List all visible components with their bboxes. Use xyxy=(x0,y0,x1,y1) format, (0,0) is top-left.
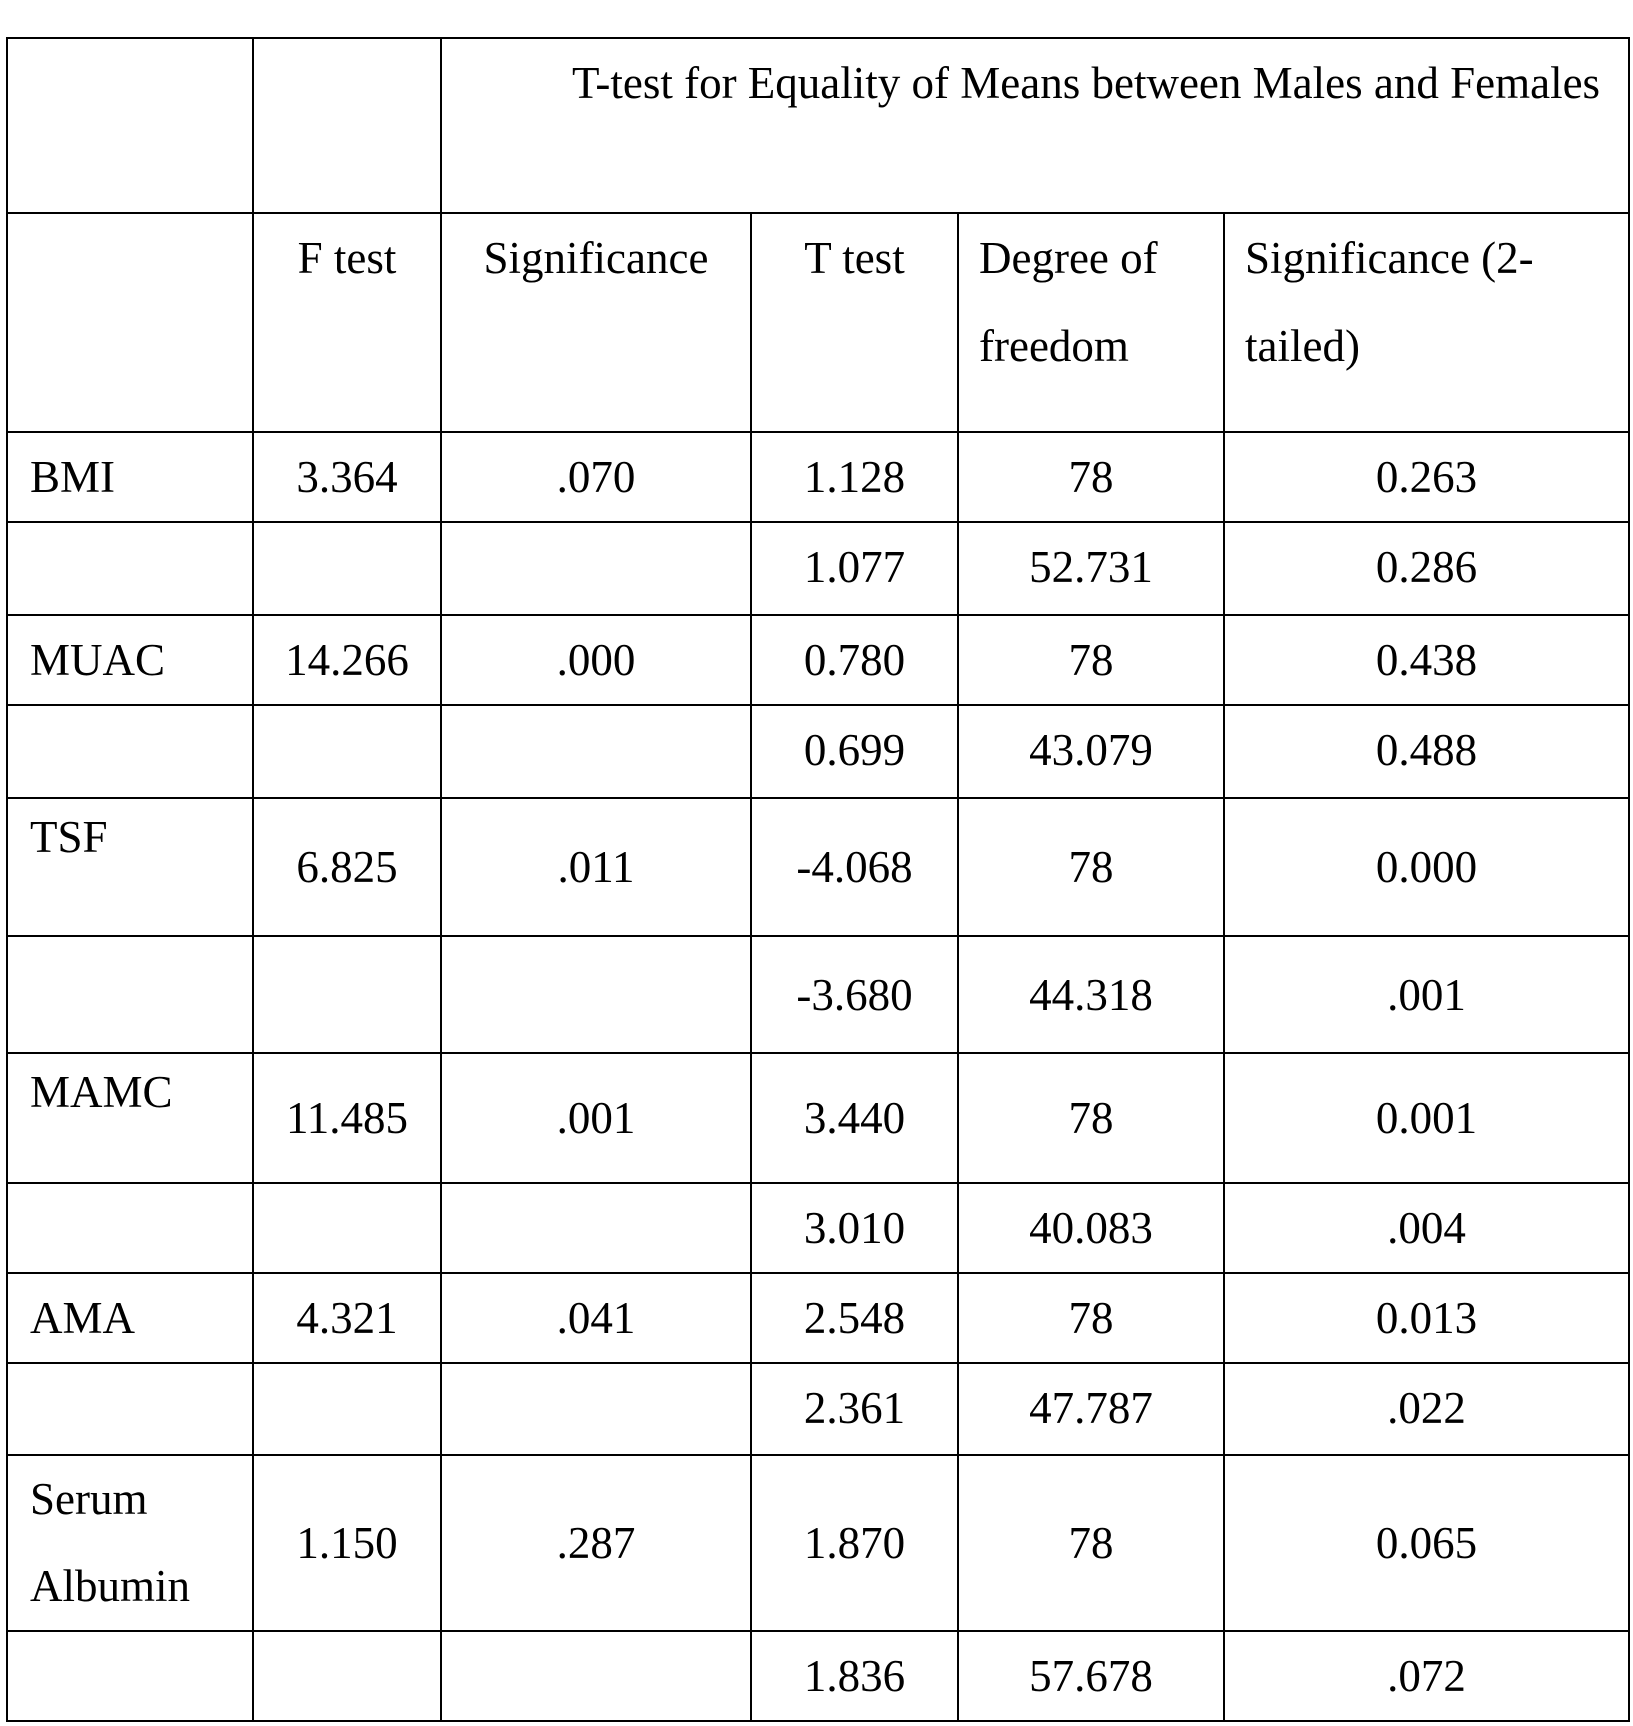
cell-sig-2tailed: .022 xyxy=(1224,1363,1629,1455)
row-label xyxy=(7,1183,253,1273)
cell-f-test: 3.364 xyxy=(253,432,441,522)
column-header-f-test: F test xyxy=(253,213,441,432)
column-header-significance-2-tailed: Significance (2-tailed) xyxy=(1224,213,1629,432)
cell-t-test: 2.548 xyxy=(751,1273,958,1363)
row-label xyxy=(7,1363,253,1455)
cell-t-test: 3.440 xyxy=(751,1053,958,1183)
cell-sig-2tailed: 0.065 xyxy=(1224,1455,1629,1631)
cell-f-test xyxy=(253,1363,441,1455)
cell-df: 78 xyxy=(958,1273,1224,1363)
cell-df: 40.083 xyxy=(958,1183,1224,1273)
cell-df: 44.318 xyxy=(958,936,1224,1053)
row-label: TSF xyxy=(7,798,253,936)
cell-df: 78 xyxy=(958,615,1224,705)
cell-t-test: -3.680 xyxy=(751,936,958,1053)
cell-f-test: 14.266 xyxy=(253,615,441,705)
corner-cell xyxy=(7,213,253,432)
cell-sig-2tailed: 0.000 xyxy=(1224,798,1629,936)
table-row xyxy=(7,705,1629,798)
cell-significance xyxy=(441,936,751,1053)
cell-df: 52.731 xyxy=(958,522,1224,615)
cell-sig-2tailed: 0.013 xyxy=(1224,1273,1629,1363)
cell-significance: .001 xyxy=(441,1053,751,1183)
cell-sig-2tailed: .001 xyxy=(1224,936,1629,1053)
cell-f-test: 6.825 xyxy=(253,798,441,936)
cell-t-test: 3.010 xyxy=(751,1183,958,1273)
cell-df: 57.678 xyxy=(958,1631,1224,1721)
cell-sig-2tailed: .072 xyxy=(1224,1631,1629,1721)
cell-significance: .287 xyxy=(441,1455,751,1631)
cell-f-test xyxy=(253,1631,441,1721)
cell-f-test xyxy=(253,1183,441,1273)
row-label: MAMC xyxy=(7,1053,253,1183)
cell-f-test: 4.321 xyxy=(253,1273,441,1363)
table-row xyxy=(7,615,1629,705)
cell-df: 78 xyxy=(958,432,1224,522)
cell-f-test: 11.485 xyxy=(253,1053,441,1183)
cell-significance: .041 xyxy=(441,1273,751,1363)
cell-f-test xyxy=(253,705,441,798)
table-row xyxy=(7,1455,1629,1631)
cell-significance: .070 xyxy=(441,432,751,522)
cell-t-test: 1.870 xyxy=(751,1455,958,1631)
table-row xyxy=(7,1273,1629,1363)
table-row xyxy=(7,936,1629,1053)
table-row xyxy=(7,1183,1629,1273)
cell-df: 78 xyxy=(958,1455,1224,1631)
row-label: AMA xyxy=(7,1273,253,1363)
corner-cell xyxy=(253,38,441,213)
table-row xyxy=(7,798,1629,936)
group-header-text: T-test for Equality of Means between Males and Females xyxy=(572,58,1601,108)
cell-sig-2tailed: 0.001 xyxy=(1224,1053,1629,1183)
group-header-row xyxy=(7,38,1629,213)
cell-t-test: 1.836 xyxy=(751,1631,958,1721)
cell-significance xyxy=(441,1363,751,1455)
cell-t-test: 2.361 xyxy=(751,1363,958,1455)
cell-significance xyxy=(441,1631,751,1721)
cell-t-test: 0.699 xyxy=(751,705,958,798)
cell-t-test: 1.128 xyxy=(751,432,958,522)
cell-f-test xyxy=(253,936,441,1053)
row-label xyxy=(7,936,253,1053)
table-row xyxy=(7,1053,1629,1183)
table-row xyxy=(7,432,1629,522)
row-label xyxy=(7,705,253,798)
row-label xyxy=(7,1631,253,1721)
table-row xyxy=(7,522,1629,615)
group-header xyxy=(441,38,1629,213)
cell-significance xyxy=(441,705,751,798)
cell-sig-2tailed: 0.488 xyxy=(1224,705,1629,798)
cell-significance xyxy=(441,1183,751,1273)
column-header-row xyxy=(7,213,1629,432)
corner-cell xyxy=(7,38,253,213)
column-header-significance: Significance xyxy=(441,213,751,432)
t-test-table xyxy=(6,37,1630,1722)
row-label: BMI xyxy=(7,432,253,522)
cell-df: 78 xyxy=(958,1053,1224,1183)
cell-sig-2tailed: 0.263 xyxy=(1224,432,1629,522)
cell-df: 78 xyxy=(958,798,1224,936)
cell-t-test: 0.780 xyxy=(751,615,958,705)
cell-df: 43.079 xyxy=(958,705,1224,798)
table-row xyxy=(7,1631,1629,1721)
row-label xyxy=(7,522,253,615)
column-header-t-test: T test xyxy=(751,213,958,432)
cell-significance: .000 xyxy=(441,615,751,705)
cell-significance xyxy=(441,522,751,615)
cell-t-test: -4.068 xyxy=(751,798,958,936)
row-label: Serum Albumin xyxy=(7,1455,253,1631)
table-row xyxy=(7,1363,1629,1455)
cell-t-test: 1.077 xyxy=(751,522,958,615)
cell-sig-2tailed: 0.286 xyxy=(1224,522,1629,615)
cell-f-test: 1.150 xyxy=(253,1455,441,1631)
row-label: MUAC xyxy=(7,615,253,705)
cell-significance: .011 xyxy=(441,798,751,936)
cell-df: 47.787 xyxy=(958,1363,1224,1455)
cell-f-test xyxy=(253,522,441,615)
cell-sig-2tailed: .004 xyxy=(1224,1183,1629,1273)
cell-sig-2tailed: 0.438 xyxy=(1224,615,1629,705)
column-header-degree-of-freedom: Degree of freedom xyxy=(958,213,1224,432)
